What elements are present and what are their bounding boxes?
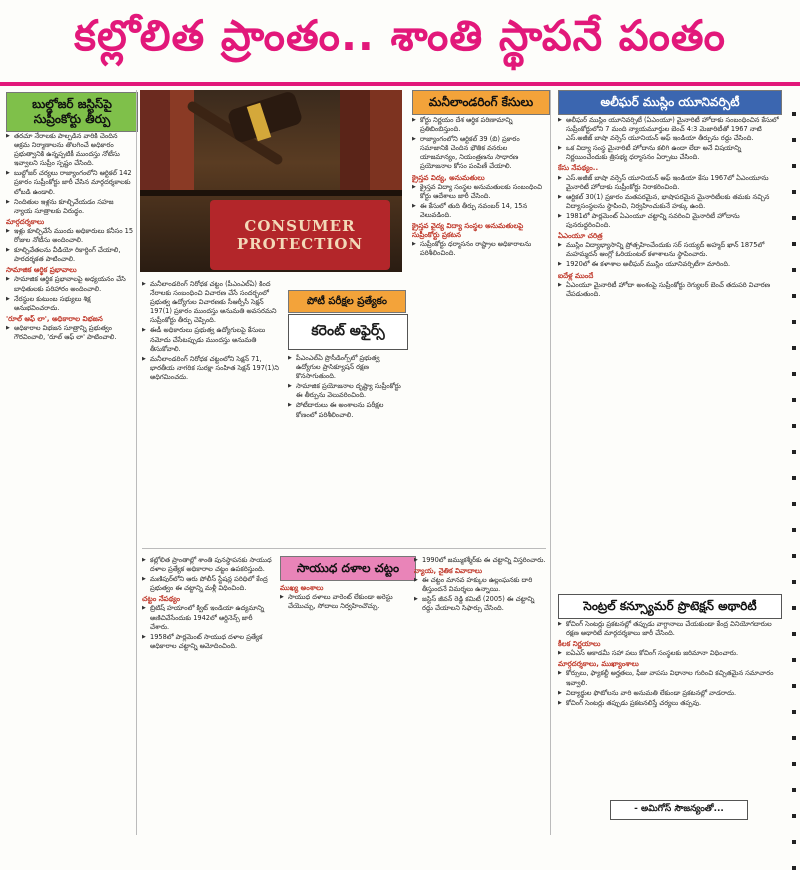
bulldozer-subheading-ruleoflaw: 'రూల్ ఆఫ్ లా', అధికారాల విభజన <box>6 314 103 323</box>
bulldozer-subheading-socio: సామాజిక ఆర్థిక ప్రభావాలు <box>6 266 77 275</box>
aligarh-para: ▶ ఎస్.అజీజ్ బాషా వర్సెస్ యూనియన్ ఆఫ్ ఇండియా కేసు 1967లో ఏఎంయూను మైనారిటీ హోదాకు సుప్రీంకోర్టు నిరాకరించింది. <box>558 174 782 192</box>
armed-forces-mid-column <box>280 582 410 834</box>
credit-signature: - అమిగోస్ సౌజన్యంతో... <box>610 800 748 820</box>
current-affairs-box <box>288 314 408 350</box>
pmla-para: ▶ ఈడీ అధికారులు ప్రభుత్వ ఉద్యోగులపై కేసులు నమోదు చేసేటప్పుడు ముందస్తు అనుమతి తీసుకోవాలి. <box>142 326 282 353</box>
title-divider <box>0 82 800 86</box>
bulldozer-heading-line1: బుల్డోజర్ జస్టిస్‌పై <box>32 97 112 111</box>
competitive-para: ▶ సామాజిక ప్రయోజనాల దృష్ట్యా సుప్రీంకోర్టు ఈ తీర్పును వెలువరించింది. <box>288 382 406 400</box>
aligarh-para: ▶ ఏఎంయూ మైనారిటీ హోదా అంశంపై సుప్రీంకోర్టు రెగ్యులర్ బెంచ్ తదుపరి విచారణ చేపడుతుంది. <box>558 281 782 299</box>
competitive-para: ▶ పీఎంఎల్ఏ ప్రొసీడింగ్స్‌లో ప్రభుత్వ ఉద్యోగుల ప్రాసిక్యూషన్ రక్షణ కొనసాగుతుంది. <box>288 354 406 381</box>
money-laundering-para: ▶ కోర్టు నిర్ణయం దేశ ఆర్థిక పరిణామాన్ని ప్రతిబింబిస్తుంది. <box>412 116 546 134</box>
armed-forces-intro-column <box>142 556 272 834</box>
armed-forces-para: ▶ 1990లో జమ్ముకశ్మీర్‌కు ఈ చట్టాన్ని విస్తరించారు. <box>414 556 546 565</box>
pmla-para: ▶ మనీలాండరింగ్ నిరోధక చట్టంలోని సెక్షన్ 71, భారతీయ నాగరిక సురక్షా సంహిత సెక్షన్ 197(1)ని అధిగమించదు. <box>142 355 282 382</box>
photo-caption-line2: PROTECTION <box>236 235 364 253</box>
ccpa-para: ▶ ఐఏఎస్ అకాడమీ సహా పలు కోచింగ్ సంస్థలకు జరిమానా విధించారు. <box>558 649 782 658</box>
ccpa-subheading-decisions: కీలక నిర్ణయాలు <box>558 640 601 649</box>
bulldozer-para: ▶ బుల్డోజర్ చర్యలు రాజ్యాంగంలోని ఆర్టికల్ 142 ప్రకారం సుప్రీంకోర్టు జారీ చేసిన మార్గదర్శకాలకు లోబడి ఉండాలి. <box>6 169 134 196</box>
aligarh-column <box>558 116 782 586</box>
current-affairs-label: కరెంట్ అఫైర్స్ <box>311 322 385 339</box>
aligarh-para: ▶ 1920లో ఈ కళాశాల అలీఘర్ ముస్లిం యూనివర్సిటీగా మారింది. <box>558 260 782 269</box>
armed-forces-subheading-key: ముఖ్య అంశాలు <box>280 584 324 592</box>
armed-forces-para: ▶ బ్రిటిష్ హయాంలో క్విట్ ఇండియా ఉద్యమాన్ని అణిచివేసేందుకు 1942లో ఆర్డినెన్స్ జారీ చేశారు. <box>142 604 272 631</box>
aligarh-heading: అలీఘర్ ముస్లిం యూనివర్సిటీ <box>558 90 782 115</box>
bulldozer-para: ▶ సామాజిక ఆర్థిక ప్రభావాలపై అధ్యయనం చేసి బాధితులకు పరిహారం అందించాలి. <box>6 275 134 293</box>
money-laundering-para: ▶ క్రైస్తవ విద్యా సంస్థల అనుమతులకు సంబంధించి కోర్టు ఆదేశాలు జారీ చేసింది. <box>412 183 546 201</box>
column-divider <box>136 90 137 835</box>
cropped-column-edge <box>788 90 800 830</box>
aligarh-para: ▶ 1981లో పార్లమెంట్ ఏఎంయూ చట్టాన్ని సవరించి మైనారిటీ హోదాను పునరుద్ధరించింది. <box>558 212 782 230</box>
money-laundering-subheading-2: క్రైస్తవ వైద్య విద్యా సంస్థల అనుమతులపై సుప్రీంకోర్టు ప్రకటన <box>412 222 524 240</box>
money-laundering-para: ▶ సుప్రీంకోర్టు ధర్మాసనం రాష్ట్రాల అధికారాలను పరిశీలించింది. <box>412 240 546 258</box>
armed-forces-para: ▶ సాయుధ దళాలు వారెంట్ లేకుండా అరెస్టు చేయొచ్చు, సోదాలు నిర్వహించొచ్చు. <box>280 593 410 611</box>
money-laundering-para: ▶ ఈ కేసులో తుది తీర్పు నవంబర్ 14, 15న వెలువడింది. <box>412 202 546 220</box>
armed-forces-para: ▶ కల్లోలిత ప్రాంతాల్లో శాంతి పునస్థాపనకు సాయుధ దళాల ప్రత్యేక అధికారాల చట్టం ఉపకరిస్తుంది. <box>142 556 272 574</box>
column-divider <box>550 90 551 835</box>
money-laundering-subheading-1: క్రైస్తవ విద్య, అనుమతులు <box>412 173 485 182</box>
armed-forces-right-column <box>414 556 546 834</box>
page-title-text: కల్లోలిత ప్రాంతం.. శాంతి స్థాపనే పంతం <box>74 11 726 60</box>
ccpa-column <box>558 620 782 796</box>
money-laundering-column <box>412 116 546 548</box>
armed-forces-heading: సాయుధ దళాల చట్టం <box>280 556 416 581</box>
ccpa-para: ▶ కోచింగ్ సెంటర్లు తప్పుడు ప్రకటనలిస్తే చర్యలు తప్పవు. <box>558 699 782 708</box>
bulldozer-column <box>6 132 134 832</box>
armed-forces-para: ▶ ఈ చట్టం మానవ హక్కుల ఉల్లంఘనకు దారి తీస్తుందనే విమర్శలు ఉన్నాయి. <box>414 576 546 594</box>
aligarh-para: ▶ ఆర్టికల్ 30(1) ప్రకారం మతపరమైన, భాషాపరమైన మైనారిటీలకు తమకు నచ్చిన విద్యాసంస్థలను స్థాపించి, నిర్వహించుకునే హక్కు ఉంది. <box>558 193 782 211</box>
pmla-column <box>142 280 282 545</box>
bulldozer-para: ▶ నేరస్థుల కుటుంబ సభ్యులు శిక్ష అనుభవించరాదు. <box>6 295 134 313</box>
aligarh-subheading-background: కేసు నేపథ్యం.. <box>558 164 599 173</box>
bulldozer-para: ▶ అధికారాల విభజన సూత్రాన్ని ప్రభుత్వం గౌరవించాలి, 'రూల్ ఆఫ్ లా' పాటించాలి. <box>6 324 134 342</box>
armed-forces-subheading-legal: న్యాయ, నైతిక వివాదాలు <box>414 567 483 576</box>
competitive-column <box>288 354 406 544</box>
ccpa-para: ▶ విద్యార్థుల ఫొటోలను వారి అనుమతి లేకుండా ప్రకటనల్లో వాడరాదు. <box>558 689 782 698</box>
ccpa-para: ▶ కోర్సులు, ఫ్యాకల్టీ అర్హతలు, ఫీజు వాపసు విధానాల గురించి కచ్చితమైన సమాచారం ఇవ్వాలి. <box>558 669 782 687</box>
pmla-para: ▶ మనీలాండరింగ్ నిరోధక చట్టం (పీఎంఎల్ఏ) కింద నేరాలకు సంబంధించి విచారణ చేసే సందర్భంలో ప్రభుత్వ ఉద్యోగుల విచారణకు సీఆర్పీసీ సెక్షన్ 197(1) ప్రకారం ముందస్తు అనుమతి అవసరమని సుప్రీంకోర్టు తీర్పు చెప్పింది. <box>142 280 282 325</box>
aligarh-subheading-earlier: ఐదేళ్ల ముందే <box>558 271 594 280</box>
ccpa-para: ▶ కోచింగ్ సెంటర్లు ప్రకటనల్లో తప్పుడు వాగ్దానాలు చేయకుండా కేంద్ర వినియోగదారుల రక్షణ అథారిటీ మార్గదర్శకాలు జారీ చేసింది. <box>558 620 782 638</box>
ccpa-heading: సెంట్రల్ కన్స్యూమర్ ప్రొటెక్షన్ అథారిటీ <box>558 594 782 619</box>
money-laundering-heading: మనీలాండరింగ్ కేసులు <box>412 90 550 115</box>
consumer-protection-photo <box>140 90 402 272</box>
armed-forces-subheading-background: చట్టం నేపథ్యం <box>142 595 181 604</box>
bulldozer-para: ▶ నిందితుల ఇళ్లను కూల్చివేయడం సహజ న్యాయ సూత్రాలకు విరుద్ధం. <box>6 198 134 216</box>
section-divider <box>142 548 546 549</box>
competitive-para: ▶ పోటీదారులు ఈ అంశాలను పరీక్షల కోణంలో పరిశీలించాలి. <box>288 401 406 419</box>
bulldozer-heading <box>6 92 138 132</box>
money-laundering-para: ▶ రాజ్యాంగంలోని ఆర్టికల్ 39 (బి) ప్రకారం సమాజానికి చెందిన భౌతిక వనరుల యాజమాన్యం, నియంత్రణను సాధారణ ప్రయోజనాల కోసం పంపిణీ చేయాలి. <box>412 135 546 171</box>
bulldozer-para: ▶ ఇళ్లు కూల్చివేసే ముందు అధికారులు కనీసం 15 రోజుల నోటీసు అందించాలి. <box>6 227 134 245</box>
bulldozer-para: ▶ తరచూ నేరాలకు పాల్పడిన వారికి చెందిన అక్రమ నిర్మాణాలను తొలగించే అధికారం ప్రభుత్వానికి ఉన్నప్పటికీ ముందస్తు నోటీసు ఇవ్వాలని సుప్రీం స్పష్టం చేసింది. <box>6 132 134 168</box>
bulldozer-heading-line2: సుప్రీంకోర్టు తీర్పు <box>33 112 111 126</box>
photo-caption-line1: CONSUMER <box>244 217 356 235</box>
bulldozer-subheading-guidelines: మార్గదర్శకాలు <box>6 217 45 226</box>
ccpa-subheading-guidelines: మార్గదర్శకాలు, ముఖ్యాంశాలు <box>558 660 639 669</box>
aligarh-para: ▶ అలీఘర్ ముస్లిం యూనివర్సిటీ (ఏఎంయూ) మైనారిటీ హోదాకు సంబంధించిన కేసులో సుప్రీంకోర్టులోని 7 మంది న్యాయమూర్తుల బెంచ్ 4:3 మెజారిటీతో 1967 నాటి ఎస్.అజీజ్ బాషా వర్సెస్ యూనియన్ ఆఫ్ ఇండియా తీర్పును రద్దు చేసింది. <box>558 116 782 143</box>
armed-forces-para: ▶ మణిపుర్‌లోని ఆరు పోలీస్ స్టేషన్ల పరిధిలో కేంద్ర ప్రభుత్వం ఈ చట్టాన్ని మళ్లీ విధించింది. <box>142 575 272 593</box>
aligarh-para: ▶ ముస్లిం విద్యాభ్యాసాన్ని ప్రోత్సహించేందుకు సర్ సయ్యద్ అహ్మద్ ఖాన్ 1875లో మహమ్మదన్ ఆంగ్లో ఓరియంటల్ కళాశాలను స్థాపించారు. <box>558 241 782 259</box>
bulldozer-para: ▶ కూల్చివేతలను వీడియో రికార్డింగ్ చేయాలి, పారదర్శకత పాటించాలి. <box>6 246 134 264</box>
aligarh-subheading-history: ఏఎంయూ చరిత్ర <box>558 232 603 241</box>
armed-forces-para: ▶ జస్టిస్ జీవన్ రెడ్డి కమిటీ (2005) ఈ చట్టాన్ని రద్దు చేయాలని సిఫార్సు చేసింది. <box>414 595 546 613</box>
armed-forces-para: ▶ 1958లో పార్లమెంట్ సాయుధ దళాల ప్రత్యేక అధికారాల చట్టాన్ని ఆమోదించింది. <box>142 633 272 651</box>
competitive-exam-banner: పోటీ పరీక్షల ప్రత్యేకం <box>288 290 406 313</box>
consumer-protection-book <box>210 200 390 270</box>
page-title <box>0 0 800 82</box>
aligarh-para: ▶ ఒక విద్యా సంస్థ మైనారిటీ హోదాను కలిగి ఉందా లేదా అనే విషయాన్ని నిర్ణయించేందుకు త్రిసభ్య ధర్మాసనం ఏర్పాటు చేసింది. <box>558 144 782 162</box>
